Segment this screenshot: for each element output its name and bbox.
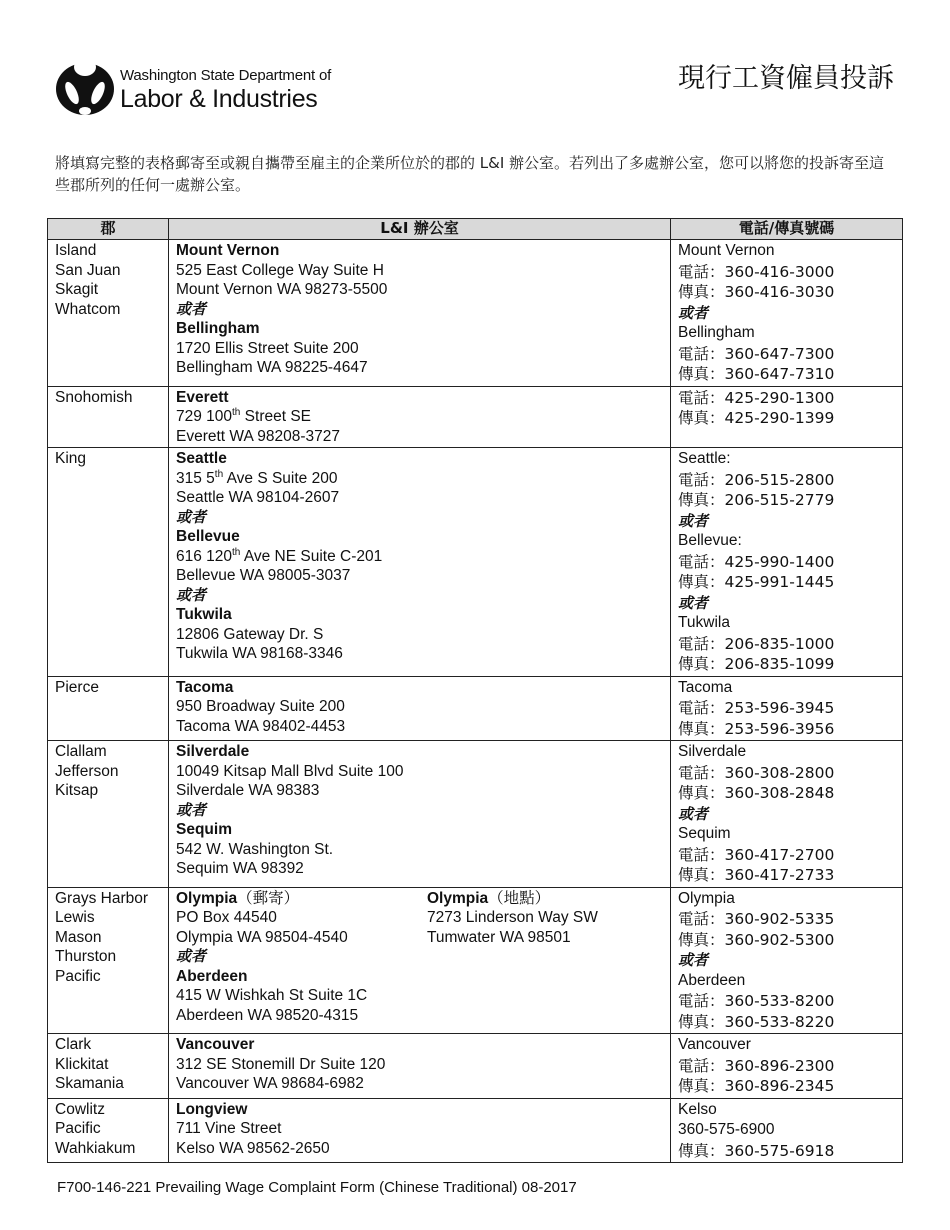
phone-office-label: Silverdale bbox=[678, 743, 747, 760]
county-name: Thurston bbox=[55, 948, 117, 965]
fax-number: 傳真：360-308-2848 bbox=[678, 784, 835, 802]
table-header-row bbox=[48, 219, 903, 240]
county-name: Clark bbox=[55, 1036, 92, 1053]
office-name: Silverdale bbox=[176, 743, 250, 760]
phone-number: 電話：360-533-8200 bbox=[678, 992, 835, 1010]
table-row bbox=[48, 386, 903, 448]
fax-number: 傳真：206-835-1099 bbox=[678, 655, 835, 673]
county-name: Pierce bbox=[55, 678, 99, 696]
office-address: 950 Broadway Suite 200 bbox=[176, 698, 345, 715]
phone-number: 電話：360-308-2800 bbox=[678, 763, 835, 782]
phone-office-label: Tukwila bbox=[678, 614, 730, 631]
county-name: Grays Harbor bbox=[55, 889, 149, 907]
office-name: Seattle bbox=[176, 450, 227, 467]
form-footer: F700-146-221 Prevailing Wage Complaint Form (Chinese Traditional) 08-2017 bbox=[57, 1179, 577, 1196]
olympia-offices bbox=[176, 889, 663, 948]
office-city: Olympia WA 98504-4540 bbox=[176, 928, 348, 946]
county-cell bbox=[48, 741, 169, 888]
phone-number: 電話：360-416-3000 bbox=[678, 262, 835, 281]
phone-number: 電話：206-515-2800 bbox=[678, 470, 835, 489]
logo-line-1: Washington State Department of bbox=[120, 67, 332, 84]
office-address: 729 100th Street SE bbox=[176, 406, 312, 425]
phone-cell bbox=[671, 887, 903, 1034]
phone-office-label: Tacoma bbox=[678, 678, 733, 696]
phone-cell bbox=[671, 741, 903, 888]
phone-number: 電話：360-417-2700 bbox=[678, 845, 835, 864]
or-label: 或者 bbox=[678, 804, 709, 823]
office-address: 315 5th Ave S Suite 200 bbox=[176, 468, 338, 487]
county-cell bbox=[48, 676, 169, 741]
office-address: 10049 Kitsap Mall Blvd Suite 100 bbox=[176, 762, 404, 780]
office-city: Aberdeen WA 98520-4315 bbox=[176, 1006, 359, 1024]
or-label: 或者 bbox=[176, 507, 207, 526]
county-cell bbox=[48, 240, 169, 387]
office-name: Longview bbox=[176, 1100, 248, 1118]
table-row bbox=[48, 887, 903, 1034]
fax-number: 傳真：425-290-1399 bbox=[678, 409, 835, 427]
phone-number: 電話：206-835-1000 bbox=[678, 634, 835, 653]
office-name: Bellingham bbox=[176, 320, 260, 337]
county-name: Snohomish bbox=[55, 388, 133, 406]
office-address: 312 SE Stonemill Dr Suite 120 bbox=[176, 1055, 386, 1073]
office-city: Kelso WA 98562-2650 bbox=[176, 1139, 330, 1157]
office-name: Olympia（郵寄） bbox=[176, 888, 300, 907]
fax-number: 傳真：360-533-8220 bbox=[678, 1012, 835, 1031]
county-cell bbox=[48, 887, 169, 1034]
office-name: Bellevue bbox=[176, 528, 240, 545]
county-name: Skamania bbox=[55, 1075, 124, 1092]
olympia-mail bbox=[176, 889, 427, 948]
office-address: 1720 Ellis Street Suite 200 bbox=[176, 339, 359, 357]
olympia-site bbox=[427, 889, 598, 948]
phone-cell bbox=[671, 1098, 903, 1163]
office-cell bbox=[169, 448, 671, 677]
fax-number: 傳真：206-515-2779 bbox=[678, 491, 835, 509]
phone-number: 電話：360-647-7300 bbox=[678, 344, 835, 363]
table-row bbox=[48, 676, 903, 741]
phone-number: 電話：253-596-3945 bbox=[678, 699, 835, 717]
county-name: Clallam bbox=[55, 743, 107, 760]
or-label: 或者 bbox=[176, 299, 207, 318]
or-label: 或者 bbox=[678, 593, 709, 612]
phone-office-label: Aberdeen bbox=[678, 971, 746, 989]
office-name: Sequim bbox=[176, 821, 232, 838]
county-cell bbox=[48, 386, 169, 448]
fax-number: 傳真：360-647-7310 bbox=[678, 365, 835, 383]
lni-logo-icon bbox=[54, 55, 116, 117]
office-cell bbox=[169, 1034, 671, 1099]
county-name: Cowlitz bbox=[55, 1100, 105, 1118]
table-row bbox=[48, 1034, 903, 1099]
phone-office-label: Sequim bbox=[678, 825, 731, 842]
office-cell bbox=[169, 240, 671, 387]
office-name: Mount Vernon bbox=[176, 242, 280, 259]
phone-number: 電話：425-990-1400 bbox=[678, 552, 835, 571]
county-name: Lewis bbox=[55, 909, 95, 926]
office-address: 415 W Wishkah St Suite 1C bbox=[176, 987, 368, 1004]
fax-number: 傳真：425-991-1445 bbox=[678, 573, 835, 591]
phone-number: 360-575-6900 bbox=[678, 1121, 775, 1138]
agency-logo bbox=[54, 55, 334, 119]
office-city: Tacoma WA 98402-4453 bbox=[176, 717, 346, 735]
phone-cell bbox=[671, 676, 903, 741]
or-label: 或者 bbox=[176, 585, 207, 604]
office-city: Tukwila WA 98168-3346 bbox=[176, 645, 343, 662]
office-city: Mount Vernon WA 98273-5500 bbox=[176, 281, 388, 298]
table-row bbox=[48, 741, 903, 888]
fax-number: 傳真：253-596-3956 bbox=[678, 719, 835, 738]
phone-office-label: Olympia bbox=[678, 889, 735, 907]
document-title: 現行工資僱員投訴 bbox=[678, 63, 894, 94]
office-city: Tumwater WA 98501 bbox=[427, 928, 571, 946]
office-address: 542 W. Washington St. bbox=[176, 840, 334, 858]
phone-office-label: Bellevue: bbox=[678, 532, 742, 549]
phone-number: 電話：360-902-5335 bbox=[678, 910, 835, 928]
office-city: Everett WA 98208-3727 bbox=[176, 427, 340, 445]
phone-cell bbox=[671, 240, 903, 387]
office-city: Seattle WA 98104-2607 bbox=[176, 489, 340, 506]
table-row bbox=[48, 1098, 903, 1163]
instructions-paragraph: 將填寫完整的表格郵寄至或親自攜帶至雇主的企業所位於的郡的 L&I 辦公室。若列出了多處辦公室，您可以將您的投訴寄至這些郡所列的任何一處辦公室。 bbox=[55, 154, 885, 194]
county-name: Pacific bbox=[55, 967, 101, 985]
office-address: 525 East College Way Suite H bbox=[176, 261, 384, 279]
phone-office-label: Mount Vernon bbox=[678, 242, 775, 259]
county-name: Pacific bbox=[55, 1120, 101, 1137]
office-name: Tukwila bbox=[176, 606, 232, 623]
office-cell bbox=[169, 1098, 671, 1163]
phone-number: 電話：360-896-2300 bbox=[678, 1056, 835, 1075]
table-row bbox=[48, 448, 903, 677]
office-city: Vancouver WA 98684-6982 bbox=[176, 1075, 364, 1092]
phone-cell bbox=[671, 1034, 903, 1099]
county-name: King bbox=[55, 450, 87, 467]
county-name: Jefferson bbox=[55, 762, 119, 780]
office-name: Aberdeen bbox=[176, 967, 248, 985]
phone-cell bbox=[671, 448, 903, 677]
office-address: 12806 Gateway Dr. S bbox=[176, 625, 324, 643]
phone-office-label: Vancouver bbox=[678, 1036, 751, 1053]
table-row bbox=[48, 240, 903, 387]
office-name: Vancouver bbox=[176, 1036, 255, 1053]
office-city: Sequim WA 98392 bbox=[176, 860, 304, 877]
header-office: L&I 辦公室 bbox=[169, 219, 671, 240]
fax-number: 傳真：360-575-6918 bbox=[678, 1141, 835, 1160]
county-name: Island bbox=[55, 242, 97, 259]
page-header bbox=[0, 0, 950, 130]
office-table bbox=[47, 218, 903, 1163]
phone-cell bbox=[671, 386, 903, 448]
office-name: Everett bbox=[176, 388, 229, 406]
office-address: 7273 Linderson Way SW bbox=[427, 909, 598, 926]
or-label: 或者 bbox=[678, 303, 709, 322]
office-address: PO Box 44540 bbox=[176, 909, 277, 926]
office-city: Bellingham WA 98225-4647 bbox=[176, 359, 368, 376]
county-name: Wahkiakum bbox=[55, 1139, 136, 1157]
fax-number: 傳真：360-896-2345 bbox=[678, 1077, 835, 1095]
office-cell bbox=[169, 386, 671, 448]
county-name: Whatcom bbox=[55, 300, 121, 318]
county-cell bbox=[48, 1034, 169, 1099]
office-address: 711 Vine Street bbox=[176, 1120, 282, 1137]
phone-office-label: Seattle: bbox=[678, 450, 731, 467]
office-cell bbox=[169, 887, 671, 1034]
or-label: 或者 bbox=[678, 951, 709, 969]
or-label: 或者 bbox=[678, 511, 709, 530]
header-county: 郡 bbox=[48, 219, 169, 240]
phone-office-label: Kelso bbox=[678, 1100, 717, 1118]
or-label: 或者 bbox=[176, 800, 207, 819]
county-name: Kitsap bbox=[55, 782, 99, 799]
office-name: Olympia（地點） bbox=[427, 888, 551, 907]
county-name: Klickitat bbox=[55, 1055, 109, 1073]
fax-number: 傳真：360-416-3030 bbox=[678, 283, 835, 301]
header-phone-fax: 電話/傳真號碼 bbox=[671, 219, 903, 240]
county-name: Skagit bbox=[55, 281, 99, 298]
office-name: Tacoma bbox=[176, 678, 234, 696]
phone-office-label: Bellingham bbox=[678, 324, 755, 341]
county-cell bbox=[48, 1098, 169, 1163]
office-city: Silverdale WA 98383 bbox=[176, 782, 320, 799]
fax-number: 傳真：360-902-5300 bbox=[678, 930, 835, 949]
or-label: 或者 bbox=[176, 947, 207, 965]
phone-number: 電話：425-290-1300 bbox=[678, 388, 835, 407]
fax-number: 傳真：360-417-2733 bbox=[678, 866, 835, 884]
office-cell bbox=[169, 676, 671, 741]
office-address: 616 120th Ave NE Suite C-201 bbox=[176, 546, 383, 565]
county-cell bbox=[48, 448, 169, 677]
office-city: Bellevue WA 98005-3037 bbox=[176, 567, 351, 584]
office-cell bbox=[169, 741, 671, 888]
county-name: Mason bbox=[55, 928, 102, 946]
logo-line-2: Labor & Industries bbox=[120, 85, 318, 113]
county-name: San Juan bbox=[55, 261, 121, 279]
